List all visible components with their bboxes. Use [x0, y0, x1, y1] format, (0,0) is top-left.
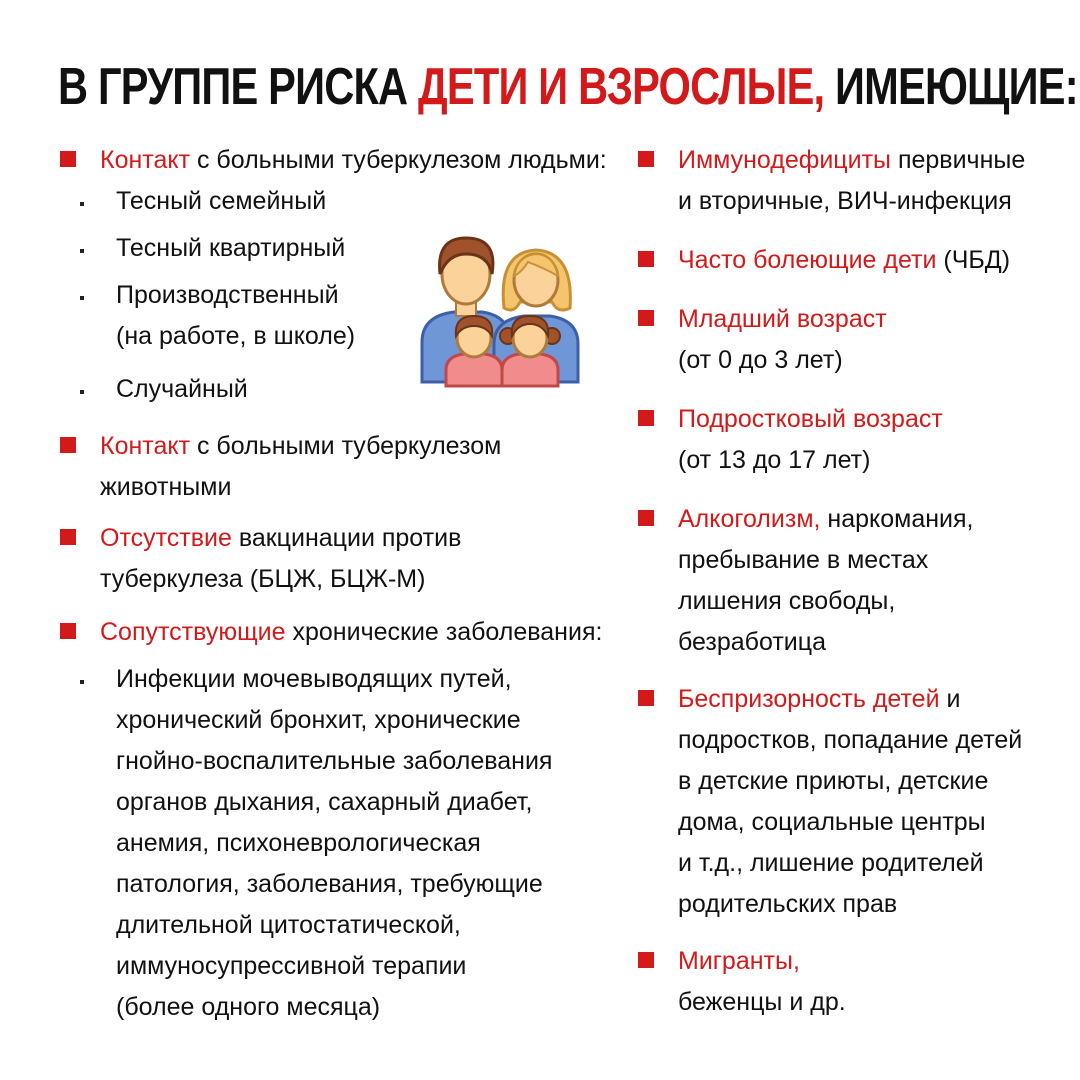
bullet-square-icon — [60, 623, 76, 639]
item-text: (от 0 до 3 лет) — [678, 346, 843, 374]
item-text: первичные — [891, 146, 1026, 174]
item-keyword: Контакт — [100, 432, 191, 460]
sub-item-text: Производственный — [116, 281, 339, 309]
bullet-dot-icon — [80, 249, 84, 253]
bullet-square-icon — [638, 952, 654, 968]
sub-item-text: (на работе, в школе) — [116, 322, 356, 350]
sub-item-text: Случайный — [116, 375, 248, 403]
risk-item-teen-age — [638, 399, 1058, 481]
sub-item-text: патология, заболевания, требующие — [116, 870, 543, 898]
item-text: беженцы и др. — [678, 988, 846, 1016]
item-keyword: Мигранты, — [678, 947, 800, 975]
risk-item-chronic-diseases — [60, 612, 620, 653]
item-keyword: Контакт — [100, 146, 191, 174]
item-text: лишения свободы, — [678, 587, 896, 615]
risk-item-alcoholism — [638, 499, 1058, 663]
item-text: наркомания, — [820, 505, 974, 533]
bullet-dot-icon — [80, 202, 84, 206]
item-text: с больными туберкулезом людьми: — [190, 146, 607, 174]
sub-item-text: Инфекции мочевыводящих путей, — [116, 665, 512, 693]
sub-item-text: иммуносупрессивной терапии — [116, 952, 467, 980]
risk-item-immunodeficiency — [638, 140, 1058, 222]
item-keyword: Отсутствие — [100, 524, 232, 552]
item-keyword: Алкоголизм, — [678, 505, 821, 533]
sub-item — [60, 181, 620, 222]
item-text: (от 13 до 17 лет) — [678, 446, 871, 474]
risk-item-contact-animals — [60, 426, 620, 508]
bullet-square-icon — [638, 410, 654, 426]
bullet-dot-icon — [80, 390, 84, 394]
title-part1: В ГРУППЕ РИСКА — [58, 58, 419, 116]
risk-item-no-vaccination — [60, 518, 620, 600]
sub-item-text: органов дыхания, сахарный диабет, — [116, 788, 533, 816]
sub-item-diseases-list — [60, 659, 620, 1028]
item-keyword: Младший возраст — [678, 305, 887, 333]
item-text: с больными туберкулезом — [190, 432, 502, 460]
right-column — [638, 140, 1058, 1023]
risk-item-contact-people — [60, 140, 620, 181]
item-text: туберкулеза (БЦЖ, БЦЖ-М) — [100, 565, 426, 593]
item-text: и вторичные, ВИЧ-инфекция — [678, 187, 1012, 215]
title-highlight: ДЕТИ И ВЗРОСЛЫЕ, — [418, 58, 825, 116]
item-text: в детские приюты, детские — [678, 767, 989, 795]
bullet-square-icon — [638, 151, 654, 167]
bullet-square-icon — [638, 310, 654, 326]
item-keyword: Беспризорность детей — [678, 685, 940, 713]
sub-item-text: Тесный квартирный — [116, 234, 346, 262]
bullet-square-icon — [60, 529, 76, 545]
item-text: животными — [100, 473, 232, 501]
bullet-dot-icon — [80, 680, 84, 684]
item-text: дома, социальные центры — [678, 808, 986, 836]
bullet-dot-icon — [80, 296, 84, 300]
sub-item-text: анемия, психоневрологическая — [116, 829, 481, 857]
risk-item-young-age — [638, 299, 1058, 381]
item-text: хронические заболевания: — [285, 618, 603, 646]
bullet-square-icon — [60, 437, 76, 453]
title-part2: ИМЕЮЩИЕ: — [824, 58, 1078, 116]
sub-item-text: хронический бронхит, хронические — [116, 706, 521, 734]
item-text: безработица — [678, 628, 826, 656]
item-text: вакцинации против — [231, 524, 462, 552]
family-icon — [418, 232, 582, 388]
item-text: и т.д., лишение родителей — [678, 849, 984, 877]
item-text: родительских прав — [678, 890, 898, 918]
item-text: пребывание в местах — [678, 546, 929, 574]
sub-item-text: Тесный семейный — [116, 187, 327, 215]
item-text: (ЧБД) — [936, 246, 1011, 274]
bullet-square-icon — [638, 510, 654, 526]
risk-item-migrants — [638, 941, 1058, 1023]
item-keyword: Иммунодефициты — [678, 146, 892, 174]
item-keyword: Часто болеющие дети — [678, 246, 937, 274]
sub-item-text: (более одного месяца) — [116, 993, 381, 1021]
bullet-square-icon — [638, 251, 654, 267]
risk-item-frequently-ill — [638, 240, 1058, 281]
bullet-square-icon — [638, 690, 654, 706]
item-keyword: Сопутствующие — [100, 618, 286, 646]
bullet-square-icon — [60, 151, 76, 167]
sub-item-text: гнойно-воспалительные заболевания — [116, 747, 553, 775]
risk-item-homeless-children — [638, 679, 1058, 925]
item-text: и — [939, 685, 961, 713]
page-title — [58, 52, 1078, 122]
item-keyword: Подростковый возраст — [678, 405, 943, 433]
item-text: подростков, попадание детей — [678, 726, 1023, 754]
sub-item-text: длительной цитостатической, — [116, 911, 461, 939]
